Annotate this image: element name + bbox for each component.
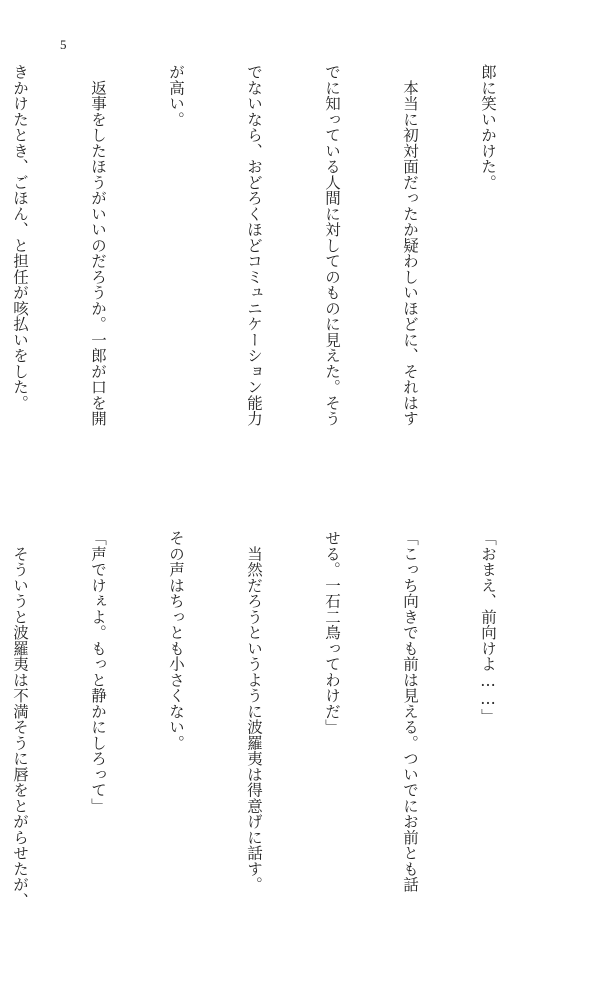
text-line: 返事をしたほうがいいのだろうか。一郎が口を開 xyxy=(89,64,107,427)
text-line: 郎に笑いかけた。 xyxy=(479,64,497,190)
text-line: でに知っている人間に対してのものに見えた。そう xyxy=(323,64,341,427)
text-line: 「声でけぇよ。もっと静かにしろって」 xyxy=(89,530,107,814)
text-line: でないなら、おどろくほどコミュニケーション能力 xyxy=(245,64,263,427)
text-line: せる。一石二鳥ってわけだ」 xyxy=(323,530,341,735)
text-line: その声はちっとも小さくない。 xyxy=(167,530,185,751)
text-line: が高い。 xyxy=(167,64,185,127)
text-line: そういうと波羅夷は不満そうに唇をとがらせたが、 xyxy=(11,530,29,908)
text-line: 当然だろうというように波羅夷は得意げに話す。 xyxy=(245,530,263,893)
page-number: 5 xyxy=(60,37,67,52)
text-line: 「おまえ、前向けよ……」 xyxy=(479,530,497,724)
text-block-top xyxy=(11,64,553,486)
text-line: 「こっち向きでも前は見える。ついでにお前とも話 xyxy=(401,530,419,893)
text-block-bottom xyxy=(11,530,553,950)
text-line: 本当に初対面だったか疑わしいほどに、それはす xyxy=(401,64,419,427)
text-line: きかけたとき、ごほん、と担任が咳払いをした。 xyxy=(11,64,29,411)
